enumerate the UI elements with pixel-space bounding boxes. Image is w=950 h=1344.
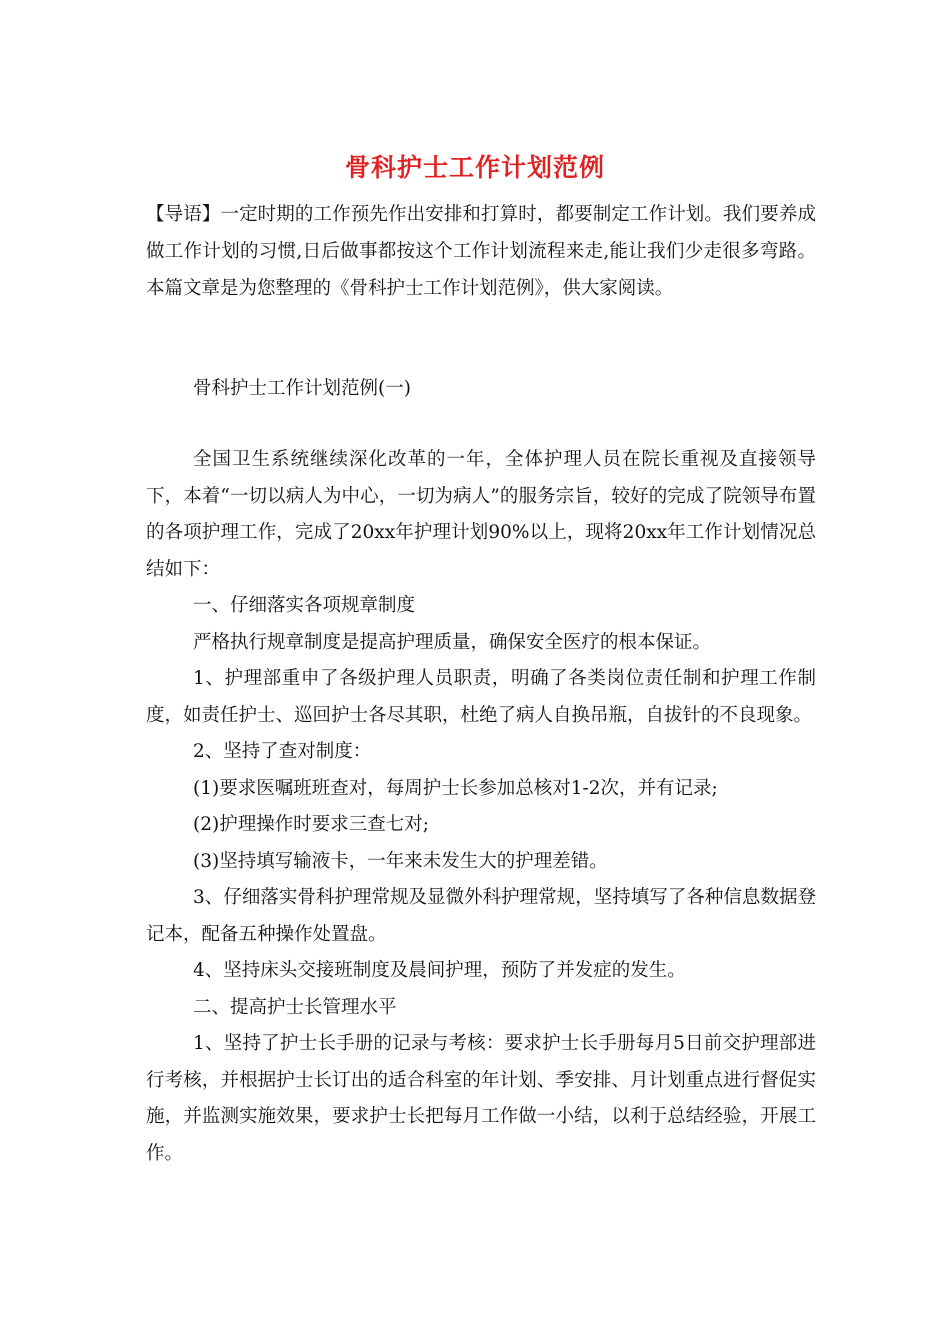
- list-item: 1、坚持了护士长手册的记录与考核：要求护士长手册每月5日前交护理部进行考核，并根据护士长订出的适合科室的年计划、季安排、月计划重点进行督促实施，并监测实施效果，要求护士长把每月工作做一小结，以利于总结经验，开展工作。: [146, 1033, 816, 1164]
- list-item: 4、坚持床头交接班制度及晨间护理，预防了并发症的发生。: [193, 960, 686, 981]
- document-title: 骨科护士工作计划范例: [344, 153, 605, 182]
- list-item: 3、仔细落实骨科护理常规及显微外科护理常规，坚持填写了各种信息数据登记本，配备五种操作处置盘。: [146, 887, 816, 945]
- body-paragraph: 严格执行规章制度是提高护理质量，确保安全医疗的根本保证。: [193, 631, 712, 653]
- section-heading: 一、仔细落实各项规章制度: [193, 595, 416, 616]
- sub-list-item: (3)坚持填写输液卡，一年来未发生大的护理差错。: [193, 850, 608, 872]
- list-item: 2、坚持了查对制度：: [193, 741, 372, 762]
- sub-list-item: (1)要求医嘱班班查对，每周护士长参加总核对1-2次，并有记录;: [193, 777, 718, 799]
- intro-paragraph: 【导语】一定时期的工作预先作出安排和打算时，都要制定工作计划。我们要养成做工作计划的习惯,日后做事都按这个工作计划流程来走,能让我们少走很多弯路。本篇文章是为您整理的《骨科护士工作计划范例》，供大家阅读。: [146, 204, 816, 299]
- body-paragraph: 全国卫生系统继续深化改革的一年，全体护理人员在院长重视及直接领导下，本着“一切以病人为中心，一切为病人”的服务宗旨，较好的完成了院领导布置的各项护理工作，完成了20xx年护理计划90%以上，现将20xx年工作计划情况总结如下：: [146, 449, 816, 580]
- document-body: [146, 442, 816, 1172]
- sub-list-item: (2)护理操作时要求三查七对;: [193, 814, 429, 835]
- section-heading: 二、提高护士长管理水平: [193, 996, 397, 1018]
- list-item: 1、护理部重申了各级护理人员职责，明确了各类岗位责任制和护理工作制度，如责任护士、巡回护士各尽其职，杜绝了病人自换吊瓶，自拔针的不良现象。: [146, 668, 816, 726]
- section-title: 骨科护士工作计划范例(一): [193, 378, 411, 399]
